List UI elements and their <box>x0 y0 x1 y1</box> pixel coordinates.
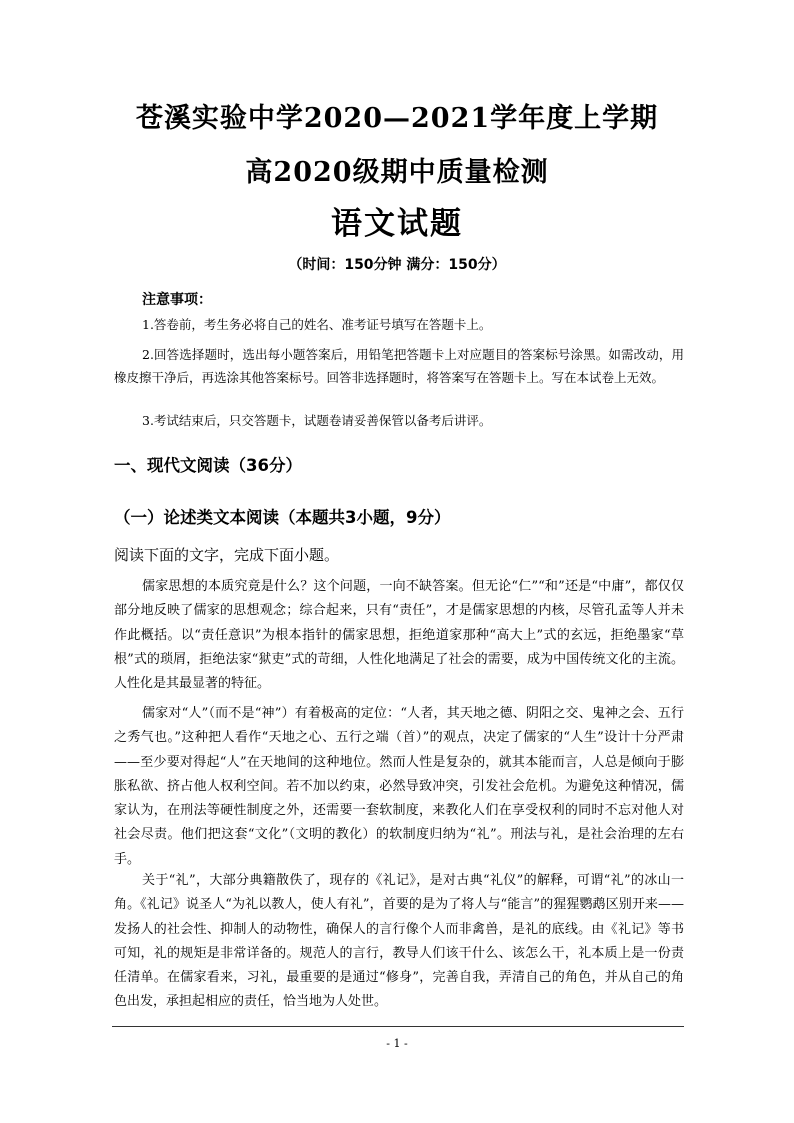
notice-item: 3.考试结束后，只交答题卡，试题卷请妥善保管以备考后讲评。 <box>142 413 492 428</box>
notice-item: 1.答卷前，考生务必将自己的姓名、准考证号填写在答题卡上。 <box>142 317 492 332</box>
notice-item: 2.回答选择题时，选出每小题答案后，用铅笔把答题卡上对应题目的答案标号涂黑。如需改动，用橡皮擦干净后，再选涂其他答案标号。回答非选择题时，将答案写在答题卡上。写在本试卷上无效。 <box>114 347 684 385</box>
section-heading: 一、现代文阅读（36分） <box>114 456 302 475</box>
passage-paragraph: 儒家对“人”（而不是“神”）有着极高的定位：“人者，其天地之德、阴阳之交、鬼神之会、五行之秀气也。”这种把人看作“天地之心、五行之端（首）”的观点，决定了儒家的“人生”设计十分严肃——至少要对得起“人”在天地间的这种地位。然而人性是复杂的，就其本能而言，人总是倾向于膨胀私欲、挤占他人权利空间。若不加以约束，必然导致冲突，引发社会危机。为避免这种情况，儒家认为，在刑法等硬性制度之外，还需要一套软制度，来教化人们在享受权利的同时不忘对他人对社会尽责。他们把这套“文化”（文明的教化）的软制度归纳为“礼”。刑法与礼，是社会治理的左右手。 <box>114 706 684 867</box>
exam-title-school: 苍溪实验中学2020—2021学年度上学期 <box>135 103 659 134</box>
exam-title-subject: 语文试题 <box>331 206 463 242</box>
reading-instruction: 阅读下面的文字，完成下面小题。 <box>114 546 340 564</box>
notice-heading: 注意事项： <box>142 292 212 308</box>
passage-paragraph: 关于“礼”，大部分典籍散佚了，现存的《礼记》，是对古典“礼仪”的解释，可谓“礼”的冰山一角。《礼记》说圣人“为礼以教人，使人有礼”，首要的是为了将人与“能言”的猩猩鹦鹉区别开来——发扬人的社会性、抑制人的动物性，确保人的言行像个人而非禽兽，是礼的底线。由《礼记》等书可知，礼的规矩是非常详备的。规范人的言行，教导人们该干什么、该怎么干，礼本质上是一份责任清单。在儒家看来，习礼，最重要的是通过“修身”，完善自我，弄清自己的角色，并从自己的角色出发，承担起相应的责任，恰当地为人处世。 <box>114 873 684 1010</box>
page-number: - 1 - <box>386 1037 408 1050</box>
passage-paragraph: 儒家思想的本质究竟是什么？这个问题，一向不缺答案。但无论“仁”“和”还是“中庸”，都仅仅部分地反映了儒家的思想观念；综合起来，只有“责任”，才是儒家思想的内核，尽管孔孟等人并未作此概括。以“责任意识”为根本指针的儒家思想，拒绝道家那种“高大上”式的玄远，拒绝墨家“草根”式的琐屑，拒绝法家“狱吏”式的苛细，人性化地满足了社会的需要，成为中国传统文化的主流。人性化是其最显著的特征。 <box>114 579 684 692</box>
subsection-heading: （一）论述类文本阅读（本题共3小题，9分） <box>114 508 451 527</box>
footer-divider <box>112 1026 684 1027</box>
exam-title-grade: 高2020级期中质量检测 <box>245 157 549 188</box>
exam-time-score: （时间：150分钟 满分：150分） <box>288 257 506 273</box>
